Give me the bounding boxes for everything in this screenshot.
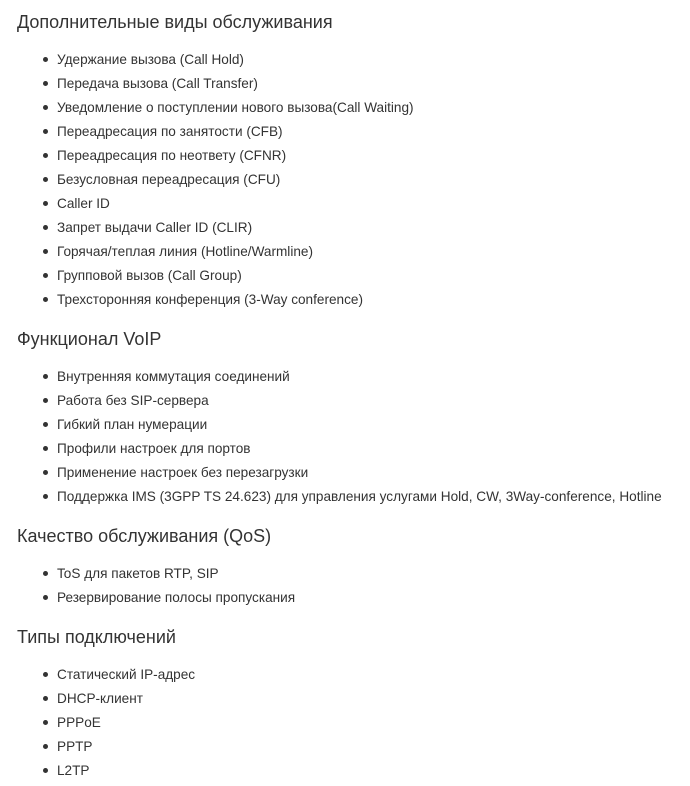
list-item xyxy=(43,663,690,687)
section-heading: Функционал VoIP xyxy=(17,329,162,349)
bullet-icon xyxy=(43,153,48,158)
list-item xyxy=(43,192,690,216)
list-item xyxy=(43,562,690,586)
feature-list xyxy=(43,365,690,509)
bullet-icon xyxy=(43,571,48,576)
bullet-icon xyxy=(43,696,48,701)
list-item-text: DHCP-клиент xyxy=(57,691,143,706)
list-item xyxy=(43,72,690,96)
list-item xyxy=(43,365,690,389)
list-item xyxy=(43,144,690,168)
list-item-text: Уведомление о поступлении нового вызова(Call Waiting) xyxy=(57,100,414,115)
bullet-icon xyxy=(43,225,48,230)
bullet-icon xyxy=(43,129,48,134)
list-item-text: Резервирование полосы пропускания xyxy=(57,590,296,605)
list-item-text: Гибкий план нумерации xyxy=(57,417,208,432)
bullet-icon xyxy=(43,57,48,62)
list-item xyxy=(43,389,690,413)
list-item-text: Переадресация по занятости (CFB) xyxy=(57,124,283,139)
list-item xyxy=(43,264,690,288)
list-item-text: Безусловная переадресация (CFU) xyxy=(57,172,281,187)
feature-list xyxy=(43,663,690,783)
list-item xyxy=(43,437,690,461)
list-item xyxy=(43,461,690,485)
bullet-icon xyxy=(43,273,48,278)
bullet-icon xyxy=(43,297,48,302)
bullet-icon xyxy=(43,720,48,725)
list-item xyxy=(43,485,690,509)
list-item-text: Трехсторонняя конференция (3-Way conference) xyxy=(57,292,363,307)
list-item-text: Применение настроек без перезагрузки xyxy=(57,465,309,480)
section-additional-services xyxy=(17,10,690,307)
bullet-icon xyxy=(43,494,48,499)
list-item xyxy=(43,586,690,610)
list-item xyxy=(43,759,690,783)
section-qos xyxy=(17,524,690,605)
list-item xyxy=(43,240,690,264)
list-item-text: Профили настроек для портов xyxy=(57,441,251,456)
feature-list xyxy=(43,48,690,312)
bullet-icon xyxy=(43,177,48,182)
list-item xyxy=(43,96,690,120)
list-item xyxy=(43,711,690,735)
list-item-text: Поддержка IMS (3GPP TS 24.623) для управления услугами Hold, CW, 3Way-conference, Hotline xyxy=(57,489,662,504)
list-item-text: Передача вызова (Call Transfer) xyxy=(57,76,258,91)
list-item xyxy=(43,288,690,312)
bullet-icon xyxy=(43,470,48,475)
list-item xyxy=(43,216,690,240)
feature-list xyxy=(43,562,690,610)
list-item-text: L2TP xyxy=(57,763,90,778)
list-item xyxy=(43,168,690,192)
bullet-icon xyxy=(43,249,48,254)
list-item-text: Переадресация по неответу (CFNR) xyxy=(57,148,287,163)
section-connection-types xyxy=(17,625,690,778)
section-heading: Качество обслуживания (QoS) xyxy=(17,526,272,546)
list-item-text: Работа без SIP-сервера xyxy=(57,393,209,408)
bullet-icon xyxy=(43,374,48,379)
list-item-text: ToS для пакетов RTP, SIP xyxy=(57,566,219,581)
bullet-icon xyxy=(43,422,48,427)
list-item xyxy=(43,48,690,72)
list-item-text: Статический IP-адрес xyxy=(57,667,196,682)
list-item-text: PPPoE xyxy=(57,715,101,730)
section-voip-features xyxy=(17,327,690,504)
bullet-icon xyxy=(43,81,48,86)
list-item-text: Внутренняя коммутация соединений xyxy=(57,369,290,384)
list-item-text: Запрет выдачи Caller ID (CLIR) xyxy=(57,220,253,235)
list-item xyxy=(43,687,690,711)
bullet-icon xyxy=(43,744,48,749)
list-item xyxy=(43,120,690,144)
bullet-icon xyxy=(43,595,48,600)
bullet-icon xyxy=(43,768,48,773)
list-item-text: Групповой вызов (Call Group) xyxy=(57,268,242,283)
list-item xyxy=(43,413,690,437)
section-heading: Дополнительные виды обслуживания xyxy=(17,12,333,32)
list-item-text: PPTP xyxy=(57,739,93,754)
bullet-icon xyxy=(43,398,48,403)
bullet-icon xyxy=(43,105,48,110)
bullet-icon xyxy=(43,672,48,677)
bullet-icon xyxy=(43,201,48,206)
bullet-icon xyxy=(43,446,48,451)
list-item-text: Горячая/теплая линия (Hotline/Warmline) xyxy=(57,244,313,259)
section-heading: Типы подключений xyxy=(17,627,176,647)
list-item xyxy=(43,735,690,759)
list-item-text: Удержание вызова (Call Hold) xyxy=(57,52,244,67)
list-item-text: Caller ID xyxy=(57,196,110,211)
